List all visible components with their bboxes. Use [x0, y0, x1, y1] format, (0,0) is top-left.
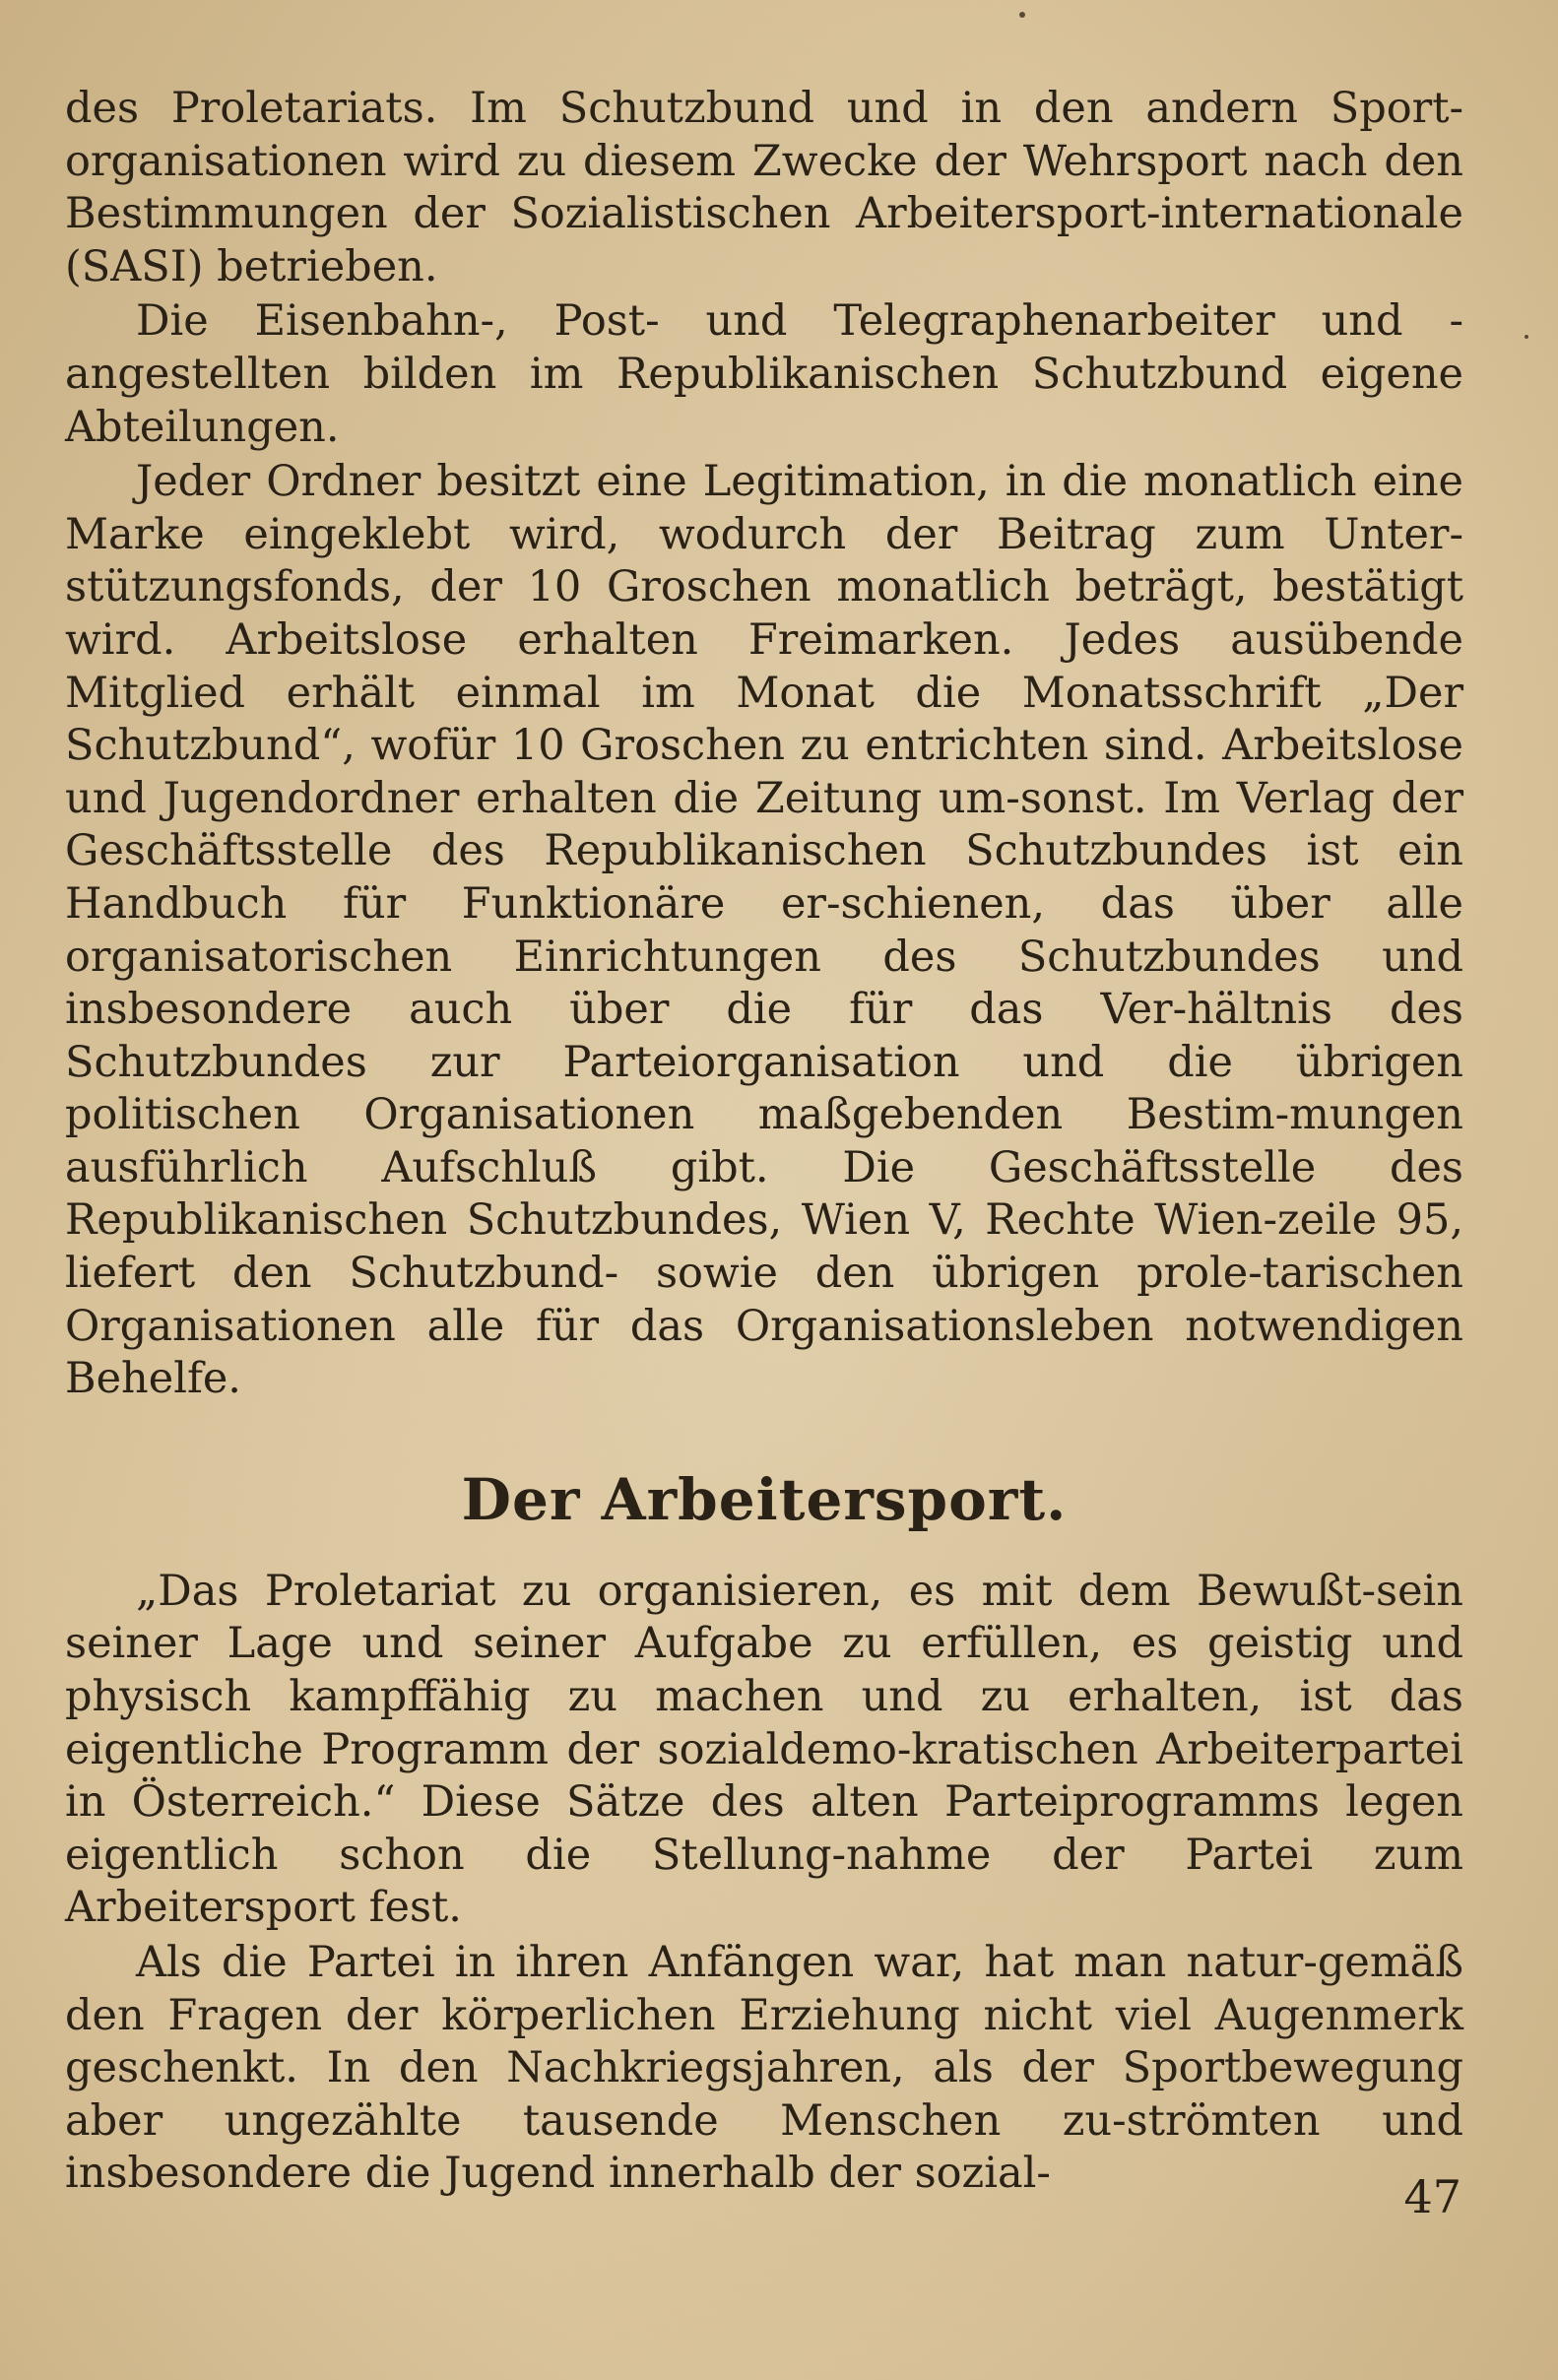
section-heading: Der Arbeitersport.	[461, 1465, 1068, 1533]
ink-speck	[1019, 12, 1025, 18]
paragraph-program-quote: „Das Proletariat zu organisieren, es mit dem Bewußt-sein seiner Lage und seiner Aufgabe zu erfüllen, es geistig und physisch kampffähig zu machen und zu erhalten, ist das eigentliche Programm der sozialdemo-kratischen Arbeiterpartei in Österreich.“ Diese Sätze des alten Parteiprogramms legen eigentlich schon die Stellung-nahme der Partei zum Arbeitersport fest.	[65, 1566, 1463, 1933]
body-text	[65, 83, 1463, 2201]
paragraph-ordner-legitimation: Jeder Ordner besitzt eine Legitimation, in die monatlich eine Marke eingeklebt wird, wodurch der Beitrag zum Unter-stützungsfonds, der 10 Groschen monatlich beträgt, bestätigt wird. Arbeitslose erhalten Freimarken. Jedes ausübende Mitglied erhält einmal im Monat die Monatsschrift „Der Schutzbund“, wofür 10 Groschen zu entrichten sind. Arbeitslose und Jugendordner erhalten die Zeitung um-sonst. Im Verlag der Geschäftsstelle des Republikanischen Schutzbundes ist ein Handbuch für Funktionäre er-schienen, das über alle organisatorischen Einrichtungen des Schutzbundes und insbesondere auch über die für das Ver-hältnis des Schutzbundes zur Parteiorganisation und die übrigen politischen Organisationen maßgebenden Bestim-mungen ausführlich Aufschluß gibt. Die Geschäftsstelle des Republikanischen Schutzbundes, Wien V, Rechte Wien-zeile 95, liefert den Schutzbund- sowie den übrigen prole-tarischen Organisationen alle für das Organisationsleben notwendigen Behelfe.	[65, 457, 1463, 1404]
paragraph-continuation: des Proletariats. Im Schutzbund und in den andern Sport-organisationen wird zu diesem Zwecke der Wehrsport nach den Bestimmungen der Sozialistischen Arbeitersport-internationale (SASI) betrieben.	[65, 84, 1463, 291]
paragraph-railway-workers: Die Eisenbahn-, Post- und Telegraphenarbeiter und -angestellten bilden im Republikanischen Schutzbund eigene Abteilungen.	[65, 296, 1463, 452]
paragraph-party-beginnings: Als die Partei in ihren Anfängen war, hat man natur-gemäß den Fragen der körperlichen Erziehung nicht viel Augenmerk geschenkt. In den Nachkriegsjahren, als der Sportbewegung aber ungezählte tausende Menschen zu-strömten und insbesondere die Jugend innerhalb der sozial-	[65, 1938, 1463, 2199]
ink-speck	[1525, 335, 1528, 339]
page-number: 47	[1403, 2170, 1461, 2223]
